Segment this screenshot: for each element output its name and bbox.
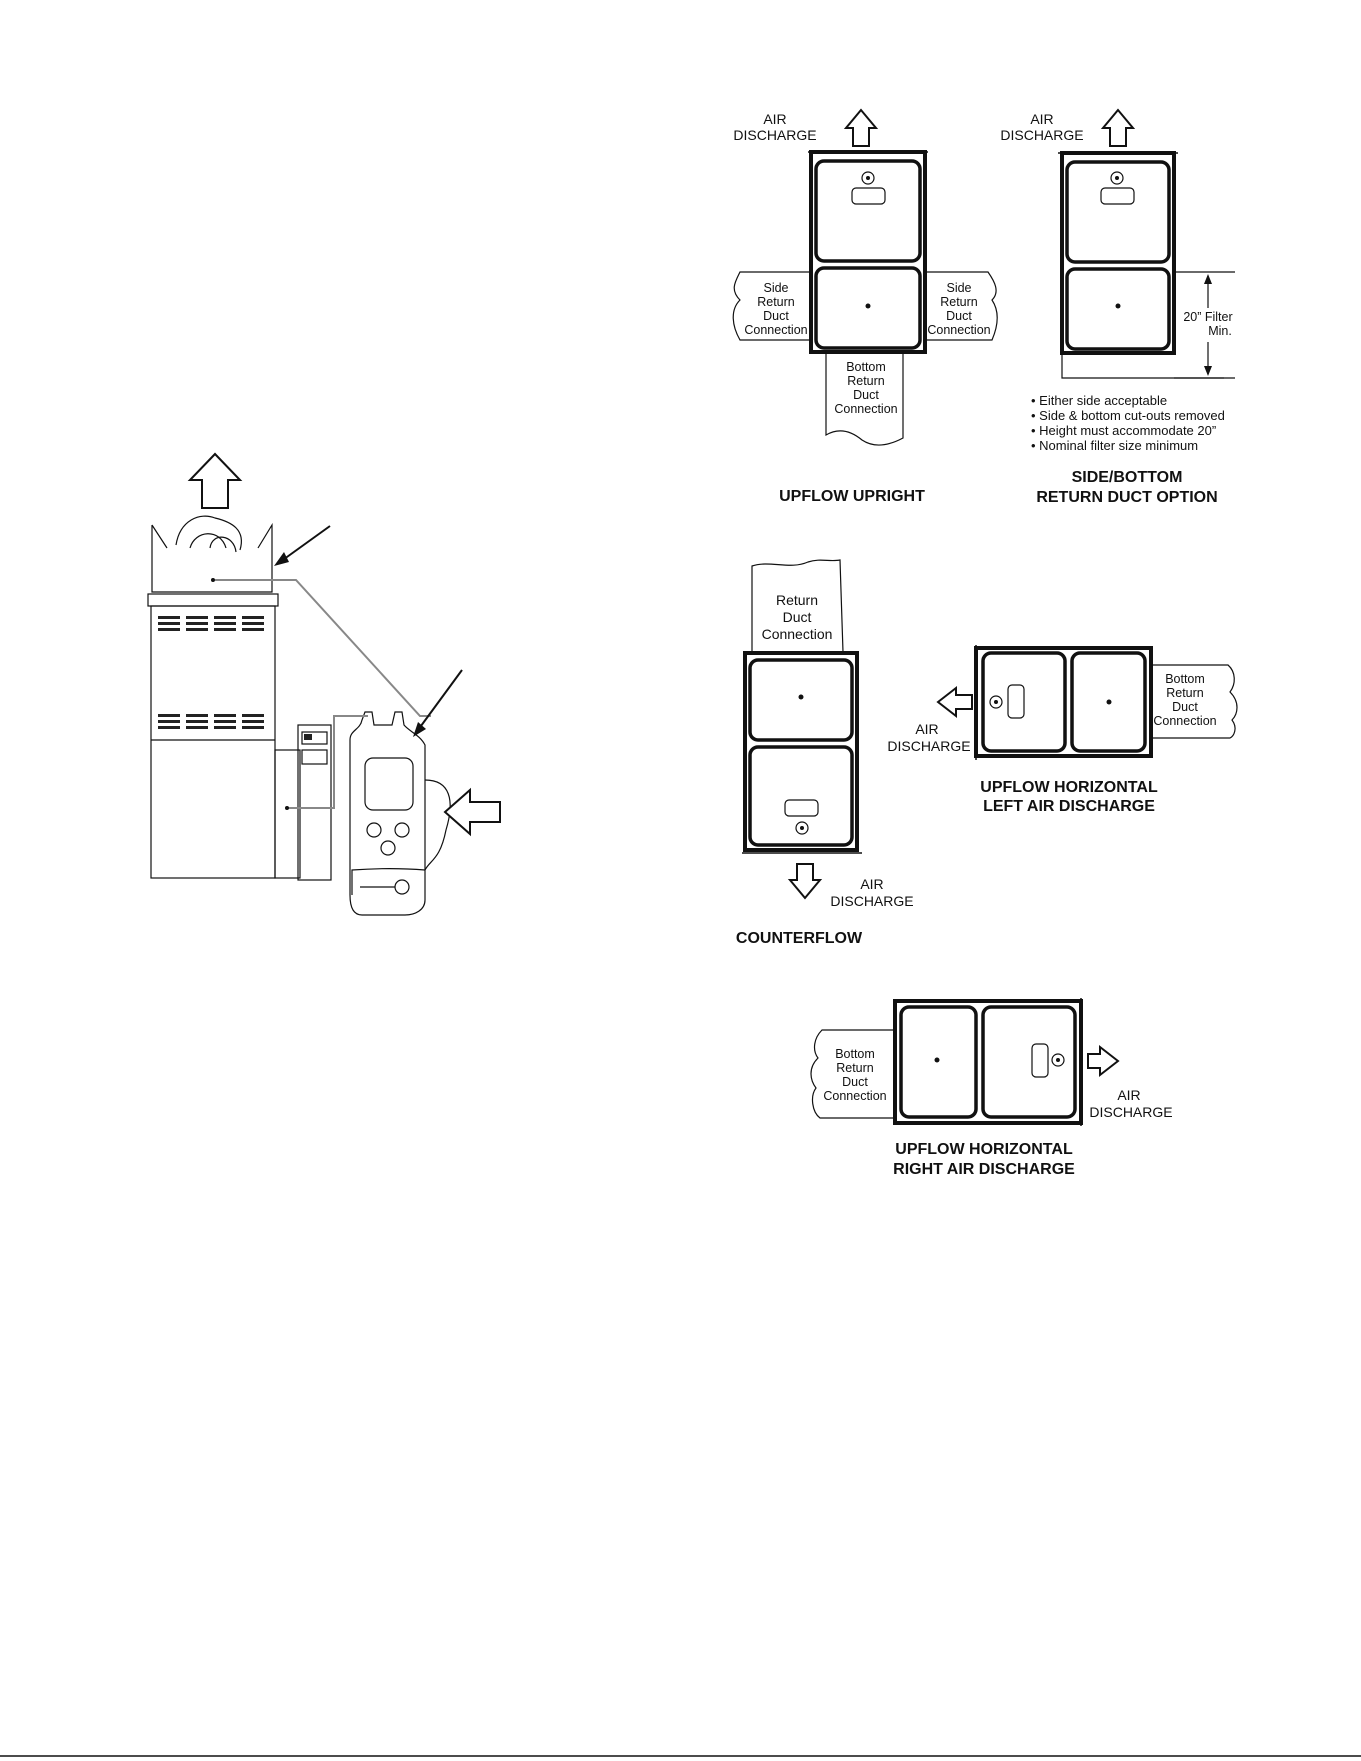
bottom-return-line1: Bottom bbox=[835, 1047, 875, 1061]
side-return-left-line2: Return bbox=[757, 295, 795, 309]
manometer-display bbox=[365, 758, 413, 810]
filter-extension-outline bbox=[1062, 353, 1224, 378]
side-return-left-line3: Duct bbox=[763, 309, 789, 323]
bottom-return-line2: Return bbox=[847, 374, 885, 388]
cabinet-louvers bbox=[158, 616, 264, 729]
bottom-return-line2: Return bbox=[836, 1061, 874, 1075]
discharge-label: DISCHARGE bbox=[830, 893, 914, 909]
upflow-horizontal-right-diagram bbox=[811, 998, 1173, 1178]
bottom-return-line4: Connection bbox=[834, 402, 898, 416]
exhaust-up-arrow bbox=[190, 454, 240, 508]
bottom-return-line4: Connection bbox=[1153, 714, 1217, 728]
air-label: AIR bbox=[763, 111, 787, 127]
return-duct-section bbox=[275, 750, 300, 878]
air-label: AIR bbox=[1030, 111, 1054, 127]
air-label: AIR bbox=[915, 721, 939, 737]
bottom-return-line1: Bottom bbox=[1165, 672, 1205, 686]
side-return-left-line4: Connection bbox=[744, 323, 808, 337]
bottom-return-line4: Connection bbox=[823, 1089, 887, 1103]
return-duct-line3: Connection bbox=[761, 626, 833, 642]
filter-min-line1: 20” Filter bbox=[1183, 310, 1233, 324]
manometer-body bbox=[350, 712, 425, 915]
side-bottom-title-line2: RETURN DUCT OPTION bbox=[1036, 489, 1218, 506]
bottom-return-line3: Duct bbox=[842, 1075, 868, 1089]
callout-plenum-pointer bbox=[280, 526, 330, 562]
furnace-top-cap bbox=[148, 594, 278, 606]
upflow-upright-diagram bbox=[733, 110, 997, 505]
air-discharge-up-arrow bbox=[846, 110, 876, 146]
side-bottom-title-line1: SIDE/BOTTOM bbox=[1071, 469, 1183, 486]
duct-outline bbox=[425, 780, 450, 870]
furnace-manometer-illustration bbox=[148, 454, 500, 915]
return-air-arrow bbox=[445, 790, 500, 834]
manometer-button-up bbox=[367, 823, 381, 837]
air-label: AIR bbox=[1117, 1087, 1141, 1103]
horizontal-left-title-line2: LEFT AIR DISCHARGE bbox=[983, 798, 1155, 815]
counterflow-title: COUNTERFLOW bbox=[735, 930, 863, 947]
air-discharge-down-arrow bbox=[790, 864, 820, 898]
note-cutouts-removed: • Side & bottom cut-outs removed bbox=[1031, 408, 1225, 423]
bottom-return-line3: Duct bbox=[1172, 700, 1198, 714]
blower-door bbox=[750, 747, 852, 845]
discharge-label: DISCHARGE bbox=[1000, 127, 1084, 143]
upflow-horizontal-left-diagram bbox=[887, 645, 1237, 815]
horizontal-left-title-line1: UPFLOW HORIZONTAL bbox=[980, 779, 1158, 796]
side-return-right-line3: Duct bbox=[946, 309, 972, 323]
filter-rack bbox=[298, 725, 331, 880]
filter-door bbox=[1067, 269, 1169, 349]
side-return-right-line1: Side bbox=[946, 281, 972, 295]
note-filter-size: • Nominal filter size minimum bbox=[1031, 438, 1199, 453]
bottom-return-line2: Return bbox=[1166, 686, 1204, 700]
side-return-right-line2: Return bbox=[940, 295, 978, 309]
callout-manometer-pointer bbox=[418, 670, 462, 730]
air-discharge-right-arrow bbox=[1088, 1047, 1118, 1075]
side-return-left-line1: Side bbox=[763, 281, 789, 295]
air-discharge-left-arrow bbox=[938, 688, 972, 716]
bottom-return-line3: Duct bbox=[853, 388, 879, 402]
side-bottom-return-diagram bbox=[1000, 110, 1235, 506]
power-icon bbox=[381, 841, 395, 855]
blower-door bbox=[983, 1007, 1075, 1117]
pressure-tube-supply bbox=[215, 580, 431, 716]
air-discharge-up-arrow bbox=[1103, 110, 1133, 146]
return-duct-line1: Return bbox=[775, 592, 819, 608]
bottom-return-line1: Bottom bbox=[846, 360, 886, 374]
manometer-button-right bbox=[395, 823, 409, 837]
horizontal-right-title-line1: UPFLOW HORIZONTAL bbox=[895, 1141, 1073, 1158]
filter-door bbox=[750, 660, 852, 740]
supply-plenum bbox=[152, 525, 272, 592]
discharge-label: DISCHARGE bbox=[1089, 1104, 1173, 1120]
filter-min-line2: Min. bbox=[1208, 324, 1232, 338]
horizontal-right-title-line2: RIGHT AIR DISCHARGE bbox=[893, 1161, 1075, 1178]
discharge-label: DISCHARGE bbox=[887, 738, 971, 754]
furnace-cabinet bbox=[151, 606, 275, 878]
coil-tubing bbox=[176, 516, 241, 552]
manometer-port-knob bbox=[395, 880, 409, 894]
air-label: AIR bbox=[860, 876, 884, 892]
upflow-upright-title: UPFLOW UPRIGHT bbox=[779, 488, 925, 505]
note-either-side: • Either side acceptable bbox=[1031, 393, 1168, 408]
side-return-right-line4: Connection bbox=[927, 323, 991, 337]
note-height: • Height must accommodate 20” bbox=[1031, 423, 1217, 438]
discharge-label: DISCHARGE bbox=[733, 127, 817, 143]
return-duct-line2: Duct bbox=[782, 609, 812, 625]
